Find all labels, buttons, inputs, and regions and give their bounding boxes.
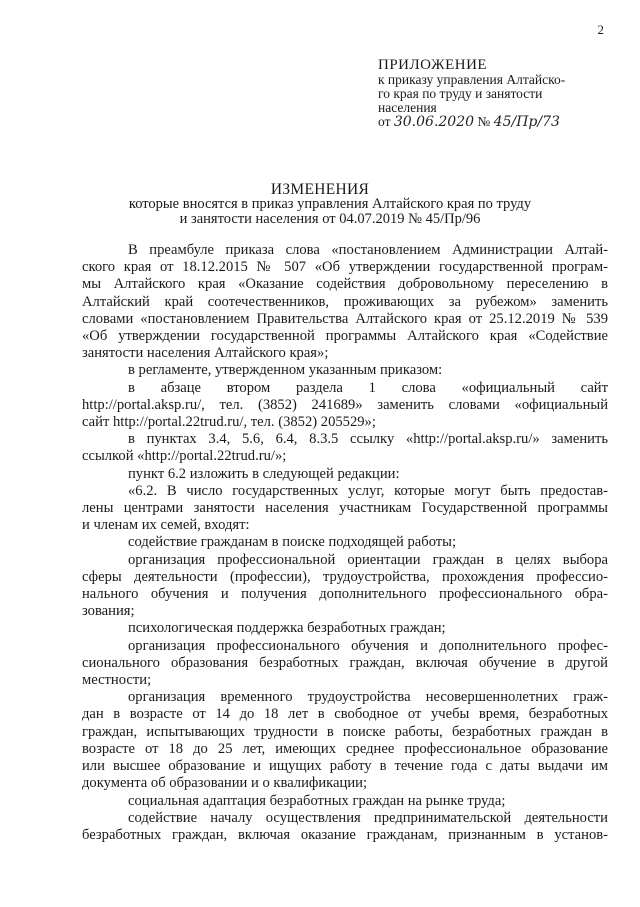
page-number: 2 [597, 22, 604, 37]
body-line: в пунктах 3.4, 5.6, 6.4, 8.3.5 ссылку «http://portal.aksp.ru/» заменить [128, 431, 608, 448]
subtitle-line: и занятости населения от 04.07.2019 № 45/Пр/96 [179, 210, 481, 227]
body-line: дан в возрасте от 14 до 18 лет в свободное от учебы время, безработных [82, 706, 608, 723]
body-line: ского края от 18.12.2015 № 507 «Об утверждении государственной програм- [82, 259, 608, 276]
body-line: сферы деятельности (профессии), трудоустройства, прохождения профессио- [82, 568, 608, 585]
appendix-line: населения [378, 100, 437, 115]
body-line: словами «постановлением Правительства Алтайского края от 25.12.2019 № 539 [82, 310, 608, 327]
body-line: местности; [82, 672, 152, 689]
body-line: организация временного трудоустройства несовершеннолетних граж- [128, 689, 608, 706]
body-line: или высшее образование и ищущих работу в течение года с даты выдачи им [82, 758, 608, 775]
number-mark: № [477, 114, 491, 129]
body-line: пункт 6.2 изложить в следующей редакции: [128, 465, 400, 482]
appendix-title: ПРИЛОЖЕНИЕ [378, 57, 488, 73]
body-line: занятости населения Алтайского края»; [82, 345, 329, 362]
body-line: лены центрами занятости населения участникам Государственной программы [82, 500, 608, 517]
appendix-date-number-line [378, 115, 608, 129]
body-line: Алтайский край соотечественников, проживающих за рубежом» заменить [82, 293, 608, 310]
document-title: ИЗМЕНЕНИЯ [270, 181, 370, 198]
body-line: безработных граждан, включая оказание гражданам, признанным в установ- [82, 826, 608, 843]
appendix-line: к приказу управления Алтайско- [378, 72, 566, 87]
body-line: http://portal.aksp.ru/, тел. (3852) 241689» заменить словами «официальный [82, 396, 608, 413]
document-subtitle [110, 197, 550, 226]
appendix-block [378, 58, 608, 129]
body-line: «Об утверждении государственной программы Алтайского края «Содействие [82, 328, 608, 345]
body-line: сионального образования безработных граждан, включая обучение в другой [82, 654, 608, 671]
body-line: содействие началу осуществления предпринимательской деятельности [128, 809, 608, 826]
body-line: социальная адаптация безработных граждан на рынке труда; [128, 792, 506, 809]
body-line: документа об образовании и о квалификации; [82, 775, 367, 792]
document-body [82, 242, 608, 844]
subtitle-line: которые вносятся в приказ управления Алтайского края по труду [128, 196, 532, 212]
body-line: зования; [82, 603, 135, 620]
body-line: организация профессиональной ориентации граждан в целях выбора [128, 551, 608, 568]
handwritten-date: 30.06.2020 [393, 114, 475, 130]
appendix-line: го края по труду и занятости [378, 86, 543, 101]
body-line: в абзаце втором раздела 1 слова «официальный сайт [128, 379, 608, 396]
body-line: в регламенте, утвержденном указанным приказом: [128, 362, 443, 379]
appendix-sign-prefix: от [378, 114, 391, 129]
handwritten-number: 45/Пр/73 [493, 114, 560, 130]
body-line: возрасте от 18 до 25 лет, имеющих среднее профессиональное образование [82, 740, 608, 757]
body-line: организация профессионального обучения и дополнительного профес- [128, 637, 608, 654]
body-line: сайт http://portal.22trud.ru/, тел. (3852) 205529»; [82, 414, 376, 431]
body-line: мы Алтайского края «Оказание содействия добровольному переселению в [82, 276, 608, 293]
body-line: граждан, испытывающих трудности в поиске работы, безработных граждан в [82, 723, 608, 740]
body-line: психологическая поддержка безработных граждан; [128, 620, 446, 637]
body-line: содействие гражданам в поиске подходящей работы; [128, 534, 457, 551]
body-line: «6.2. В число государственных услуг, которые могут быть предостав- [128, 482, 608, 499]
body-line: В преамбуле приказа слова «постановлением Администрации Алтай- [128, 242, 608, 258]
body-line: ссылкой «http://portal.22trud.ru/»; [82, 448, 287, 465]
body-line: нального обучения и получения дополнительного профессионального обра- [82, 586, 608, 603]
body-line: и членам их семей, входят: [82, 517, 250, 534]
